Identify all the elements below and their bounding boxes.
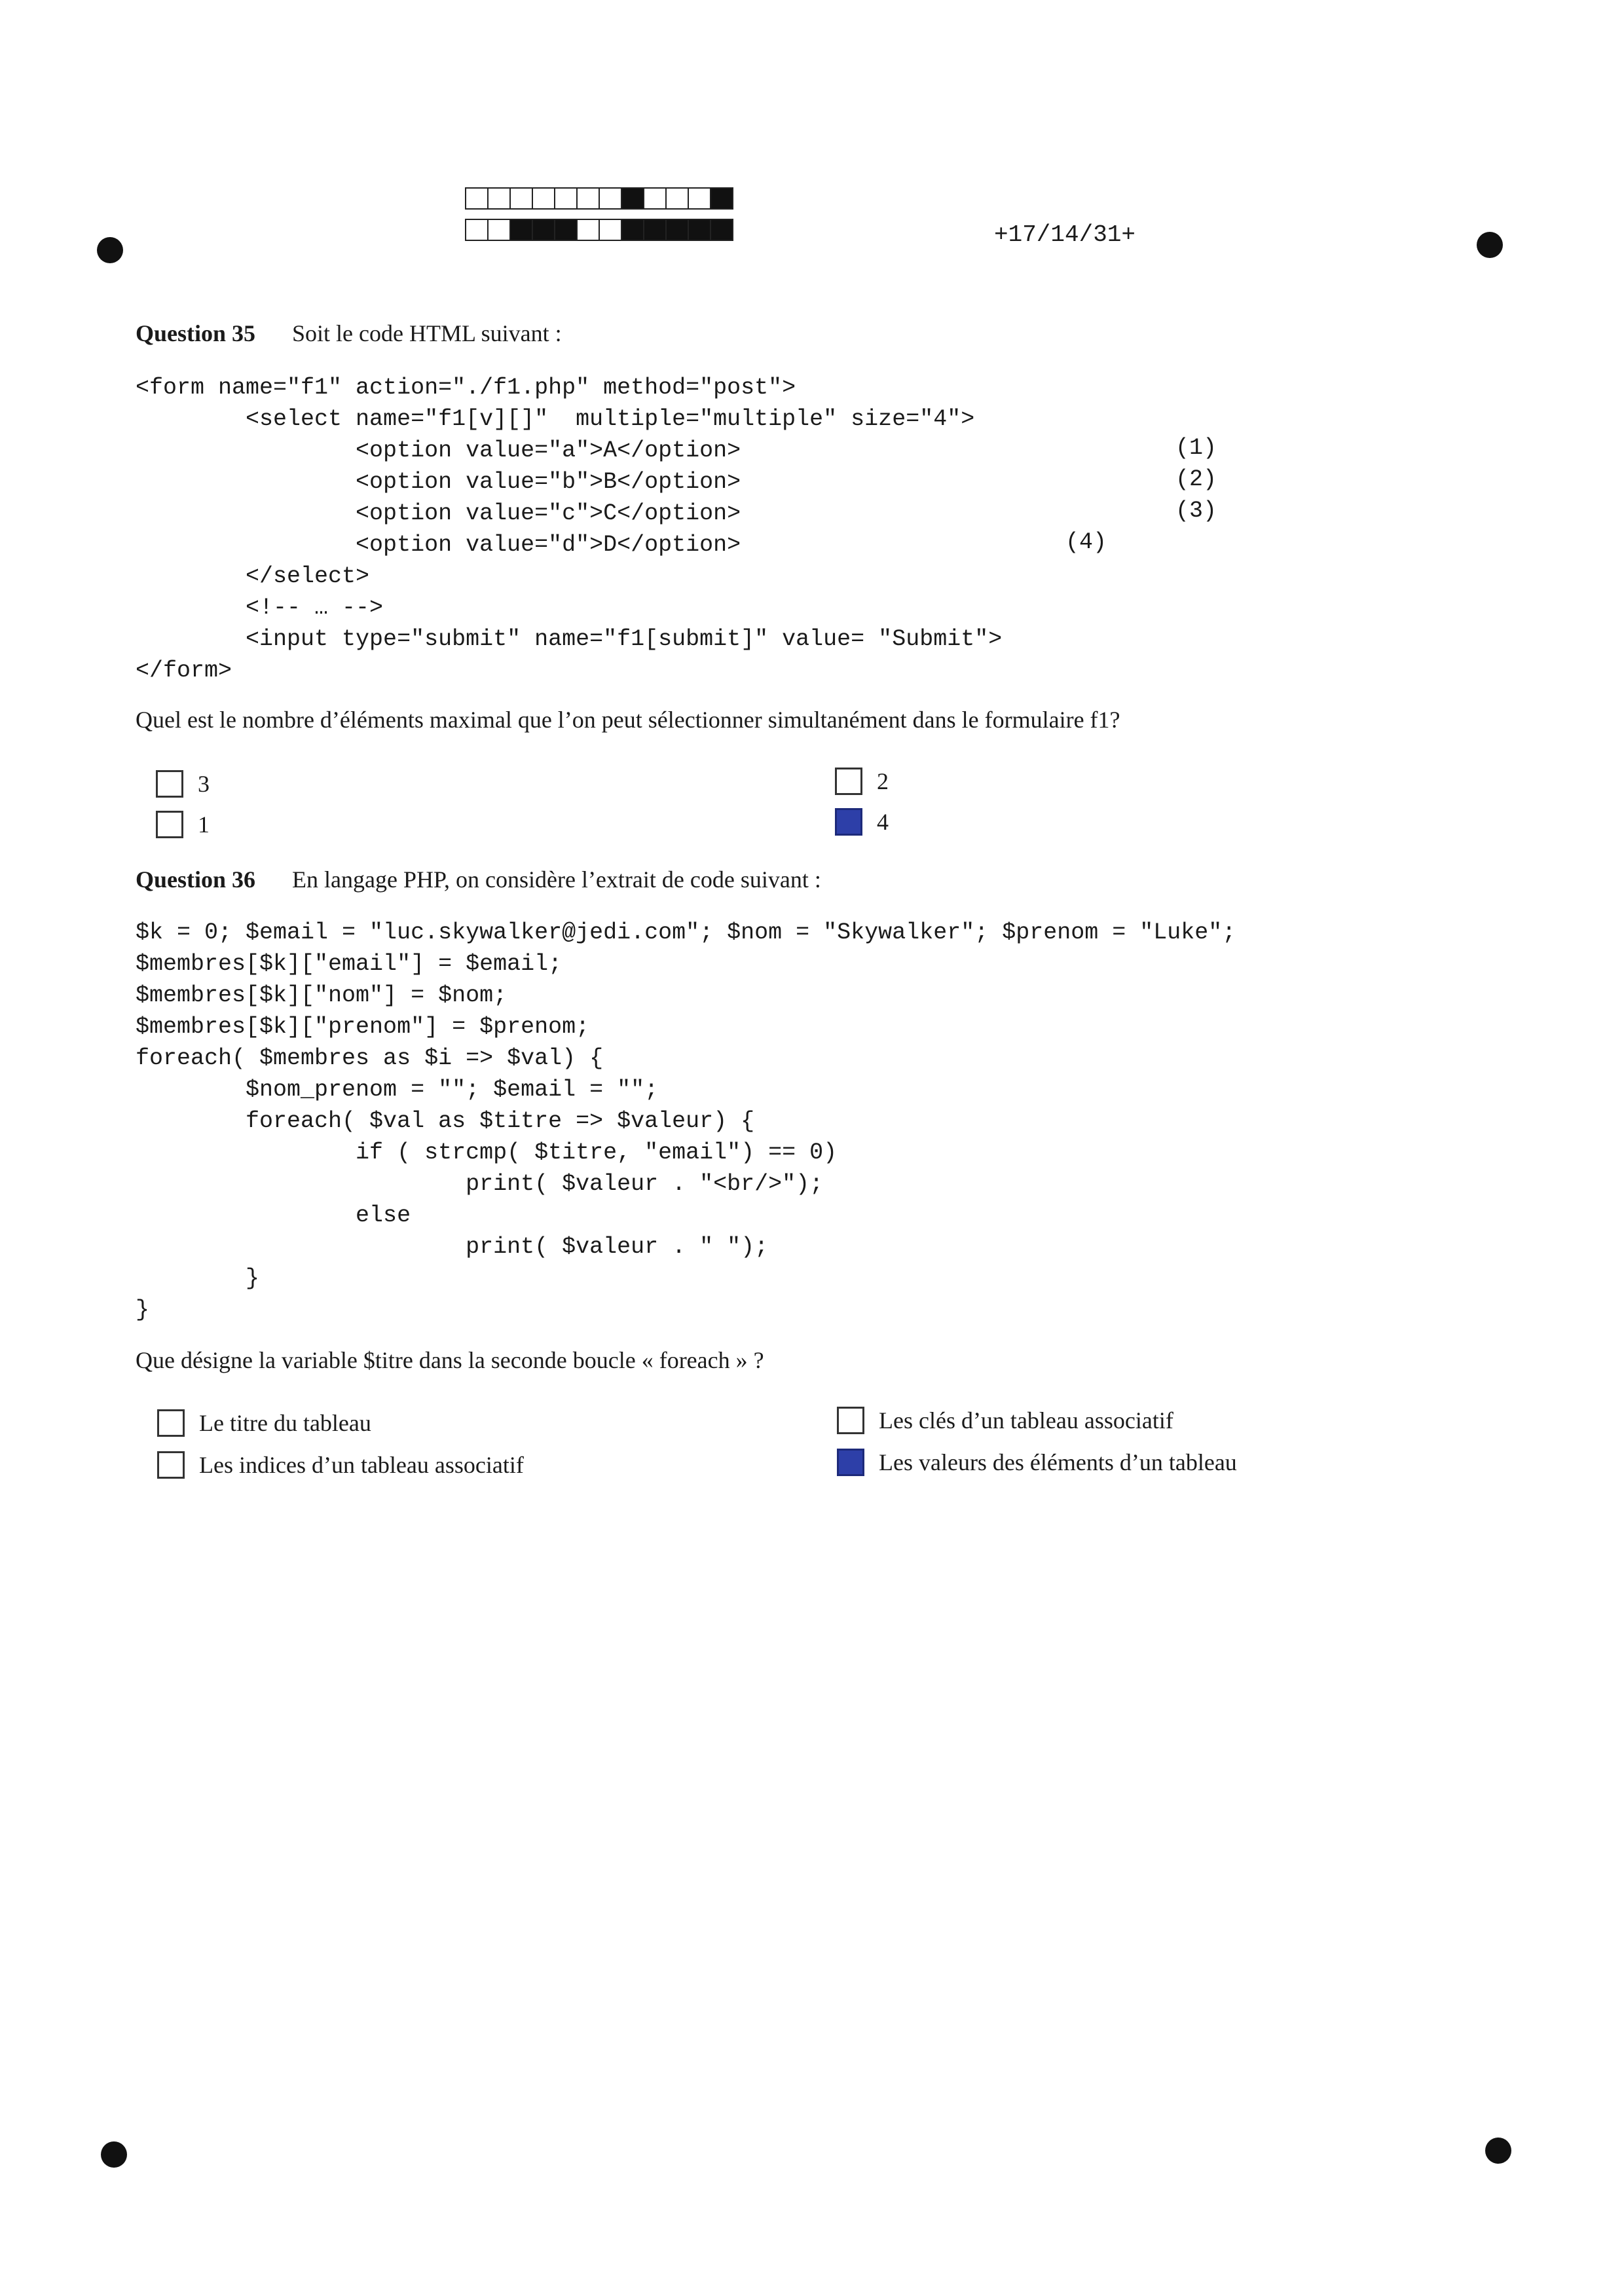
answer-checkbox-checked[interactable] xyxy=(835,808,862,836)
question-number: Question 36 xyxy=(136,866,256,893)
answer-checkbox-checked[interactable] xyxy=(837,1449,864,1476)
answer-option[interactable] xyxy=(156,811,210,838)
answer-label: Les indices d’un tableau associatif xyxy=(199,1452,524,1478)
barcode-cell xyxy=(688,187,711,210)
html-code-block: <form name="f1" action="./f1.php" method="post"> <select name="f1[v][]" multiple="multiple" size="4"> <option value="a">A</option> <option value="b">B</option> <option value="c">C</option> <option value="d">D</option> </select> <!-- … --> <input type="submit" name="f1[submit]" value= "Submit"> </form> xyxy=(136,375,1003,684)
answer-option[interactable] xyxy=(157,1451,524,1479)
barcode-cell xyxy=(643,187,667,210)
barcode-row-2 xyxy=(465,219,732,241)
answer-option[interactable] xyxy=(157,1409,371,1437)
answer-checkbox[interactable] xyxy=(156,811,183,838)
page-id: +17/14/31+ xyxy=(994,221,1136,248)
question-35-header xyxy=(136,320,562,347)
barcode-cell xyxy=(599,219,622,241)
line-marker-4: (4) xyxy=(1065,529,1107,555)
question-intro: Soit le code HTML suivant : xyxy=(292,320,562,346)
barcode-cell xyxy=(688,219,711,241)
question-number: Question 35 xyxy=(136,320,256,346)
line-marker-2: (2) xyxy=(1175,466,1217,492)
php-code-block: $k = 0; $email = "luc.skywalker@jedi.com"; $nom = "Skywalker"; $prenom = "Luke"; $membres[$k]["email"] = $email; $membres[$k]["nom"] = $nom; $membres[$k]["prenom"] = $prenom; foreach( $membres as $i => $val) { $nom_prenom = ""; $email = ""; foreach( $val as $titre => $valeur) { if ( strcmp( $titre, "email") == 0) print( $valeur . "<br/>"); else print( $valeur . " "); } } xyxy=(136,919,1236,1323)
question-35-prompt: Quel est le nombre d’éléments maximal que l’on peut sélectionner simultanément dans le formulaire f1? xyxy=(136,707,1120,733)
barcode-cell xyxy=(643,219,667,241)
barcode-cell xyxy=(599,187,622,210)
barcode-cell xyxy=(554,187,578,210)
barcode-row-1 xyxy=(465,187,732,210)
question-intro: En langage PHP, on considère l’extrait de code suivant : xyxy=(292,866,821,893)
barcode-cell xyxy=(487,219,511,241)
barcode-cell xyxy=(509,187,533,210)
answer-label: 1 xyxy=(198,811,210,838)
registration-mark-bottom-right xyxy=(1485,2138,1511,2164)
barcode-cell xyxy=(576,187,600,210)
barcode-cell xyxy=(710,219,733,241)
answer-checkbox[interactable] xyxy=(835,768,862,795)
answer-option[interactable] xyxy=(837,1407,1173,1434)
question-36-prompt: Que désigne la variable $titre dans la seconde boucle « foreach » ? xyxy=(136,1347,764,1373)
question-36-header xyxy=(136,866,821,893)
barcode-cell xyxy=(509,219,533,241)
answer-label: Les clés d’un tableau associatif xyxy=(879,1407,1173,1434)
answer-checkbox[interactable] xyxy=(157,1409,185,1437)
barcode-cell xyxy=(554,219,578,241)
answer-label: Le titre du tableau xyxy=(199,1410,371,1436)
barcode-cell xyxy=(621,219,644,241)
barcode-cell xyxy=(465,187,489,210)
answer-label: 3 xyxy=(198,771,210,797)
answer-option[interactable] xyxy=(837,1449,1237,1476)
answer-label: 4 xyxy=(877,809,889,835)
barcode-cell xyxy=(710,187,733,210)
barcode-cell xyxy=(576,219,600,241)
barcode-cell xyxy=(532,187,555,210)
answer-label: Les valeurs des éléments d’un tableau xyxy=(879,1449,1237,1475)
barcode-cell xyxy=(532,219,555,241)
answer-option[interactable] xyxy=(835,808,889,836)
answer-option[interactable] xyxy=(835,768,889,795)
answer-label: 2 xyxy=(877,768,889,794)
answer-option[interactable] xyxy=(156,770,210,798)
barcode-cell xyxy=(621,187,644,210)
barcode-cell xyxy=(487,187,511,210)
barcode-cell xyxy=(665,219,689,241)
barcode-cell xyxy=(465,219,489,241)
answer-checkbox[interactable] xyxy=(156,770,183,798)
barcode-cell xyxy=(665,187,689,210)
line-marker-3: (3) xyxy=(1175,498,1217,524)
registration-mark-bottom-left xyxy=(101,2141,127,2168)
registration-mark-top-left xyxy=(97,237,123,263)
answer-checkbox[interactable] xyxy=(837,1407,864,1434)
answer-checkbox[interactable] xyxy=(157,1451,185,1479)
line-marker-1: (1) xyxy=(1175,435,1217,461)
registration-mark-top-right xyxy=(1477,232,1503,258)
